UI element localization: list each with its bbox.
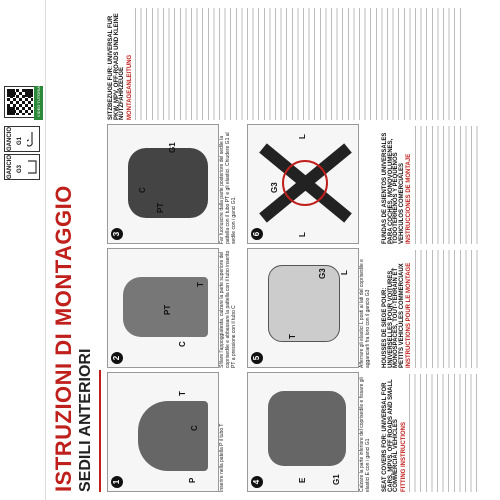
text-column-es [381,126,493,244]
instruction-sheet [47,0,499,500]
step-caption: Inserire nella patella P il tubo T [219,423,225,492]
seat-illustration [268,265,340,342]
step-caption: Afferrare gli elastici L posti ai lati del coprisedile e agganciarli fra loro con il gancio G3 [359,259,371,368]
step-panel-4 [247,372,359,492]
left-strip [0,0,46,500]
label: G3 [318,268,327,279]
step-panel-5 [247,248,359,368]
title-divider [99,370,101,492]
text-column-de [107,8,493,120]
step-panel-6 [247,124,359,244]
step-number: 5 [251,352,263,364]
label: P [188,477,197,483]
video-tutorial-tag[interactable] [34,83,43,120]
gancio-g3-box [4,154,40,180]
label: C [138,187,147,193]
step-caption: Far fuoriuscire dalla parte posteriore del sedile la pattella con il tubo PT e gli elastici. Chiudere G1 al sedile con i ganci G1. [219,132,237,244]
label: E [298,477,307,483]
label: L [298,134,307,139]
section-heading: MONTAGEANLEITUNG [126,54,133,120]
gancio-label: GANCIO [7,155,13,179]
seat-illustration [268,391,346,466]
label: L [340,270,349,275]
hook-icon [26,159,38,175]
body-text [135,8,465,120]
step-number: 6 [251,228,263,240]
label: C [178,341,187,347]
label: G1 [168,142,177,153]
label: T [288,334,297,339]
step-number: 3 [111,228,123,240]
label: T [196,282,205,287]
step-caption: Calzare la parte inferiore del coprisedile e fissare gli elastici E con i ganci G1 [359,377,371,492]
section-title: SITZBEZUGE FUR: UNIVERSAL FUR PKW, MPV, OFF-ROADS UND KLEINE NUTZFAHRZEUGE [108,13,126,120]
text-column-en [381,374,493,492]
page-title: ISTRUZIONI DI MONTAGGIO [51,185,76,492]
section-title: HOUSSES DE SIEGE POUR: UNIVERSELLES POUR VOITURES, MONOSPACES, TOUT-TERRAIN ET PETITS VEHICULES COMMERCIAUX [382,263,405,368]
qr-code[interactable] [4,86,36,118]
step-number: 4 [251,476,263,488]
step-number: 2 [111,352,123,364]
gancio-code: G3 [17,164,23,173]
gancio-label: GANCIO [7,127,13,151]
video-tutorial-label: VIDEO TUTORIAL [36,83,42,118]
step-number: 1 [111,476,123,488]
step-panel-1 [107,372,219,492]
label: G1 [332,474,341,485]
hook-icon [27,131,37,147]
step-panel-2 [107,248,219,368]
label: G3 [270,182,279,193]
body-text [415,250,479,368]
label: PT [163,304,172,315]
page-subtitle: SEDILI ANTERIORI [77,348,94,492]
label: L [298,232,307,237]
section-title: FUNDAS DE ASIENTOS UNIVERSALES PARA COCHES, MONOVOLUMENES, TODOTERRENOS Y PEQUENOS VEHICULOS COMERCIALES [382,132,405,244]
section-heading: INSTRUCTIONS POUR LE MONTAGE [406,262,413,368]
section-heading: FITTING INSTRUCTIONS [400,422,407,492]
gancio-code: G1 [17,136,23,145]
section-title: SEAT COVERS FOR: UNIVERSAL FOR CARS, MPVS, OFF ROADS AND SMALL COMMERCIAL VEHICLES [382,379,400,492]
section-heading: INSTRUCCIONES DE MONTAJE [406,153,413,244]
label: C [190,425,199,431]
gancio-g1-box [4,126,40,152]
seat-illustration [128,148,208,218]
label: T [178,391,187,396]
text-column-fr [381,250,493,368]
body-text [415,126,479,244]
step-caption: Sfilare l'appoggiatesta, calzare la parte superiore del coprisedile e abbassare la pattella con il tubo inserito PT a pressione con il tubo C [219,250,237,368]
seat-illustration [138,401,208,471]
step-panel-3 [107,124,219,244]
label: PT [156,202,165,213]
body-text [409,374,479,492]
